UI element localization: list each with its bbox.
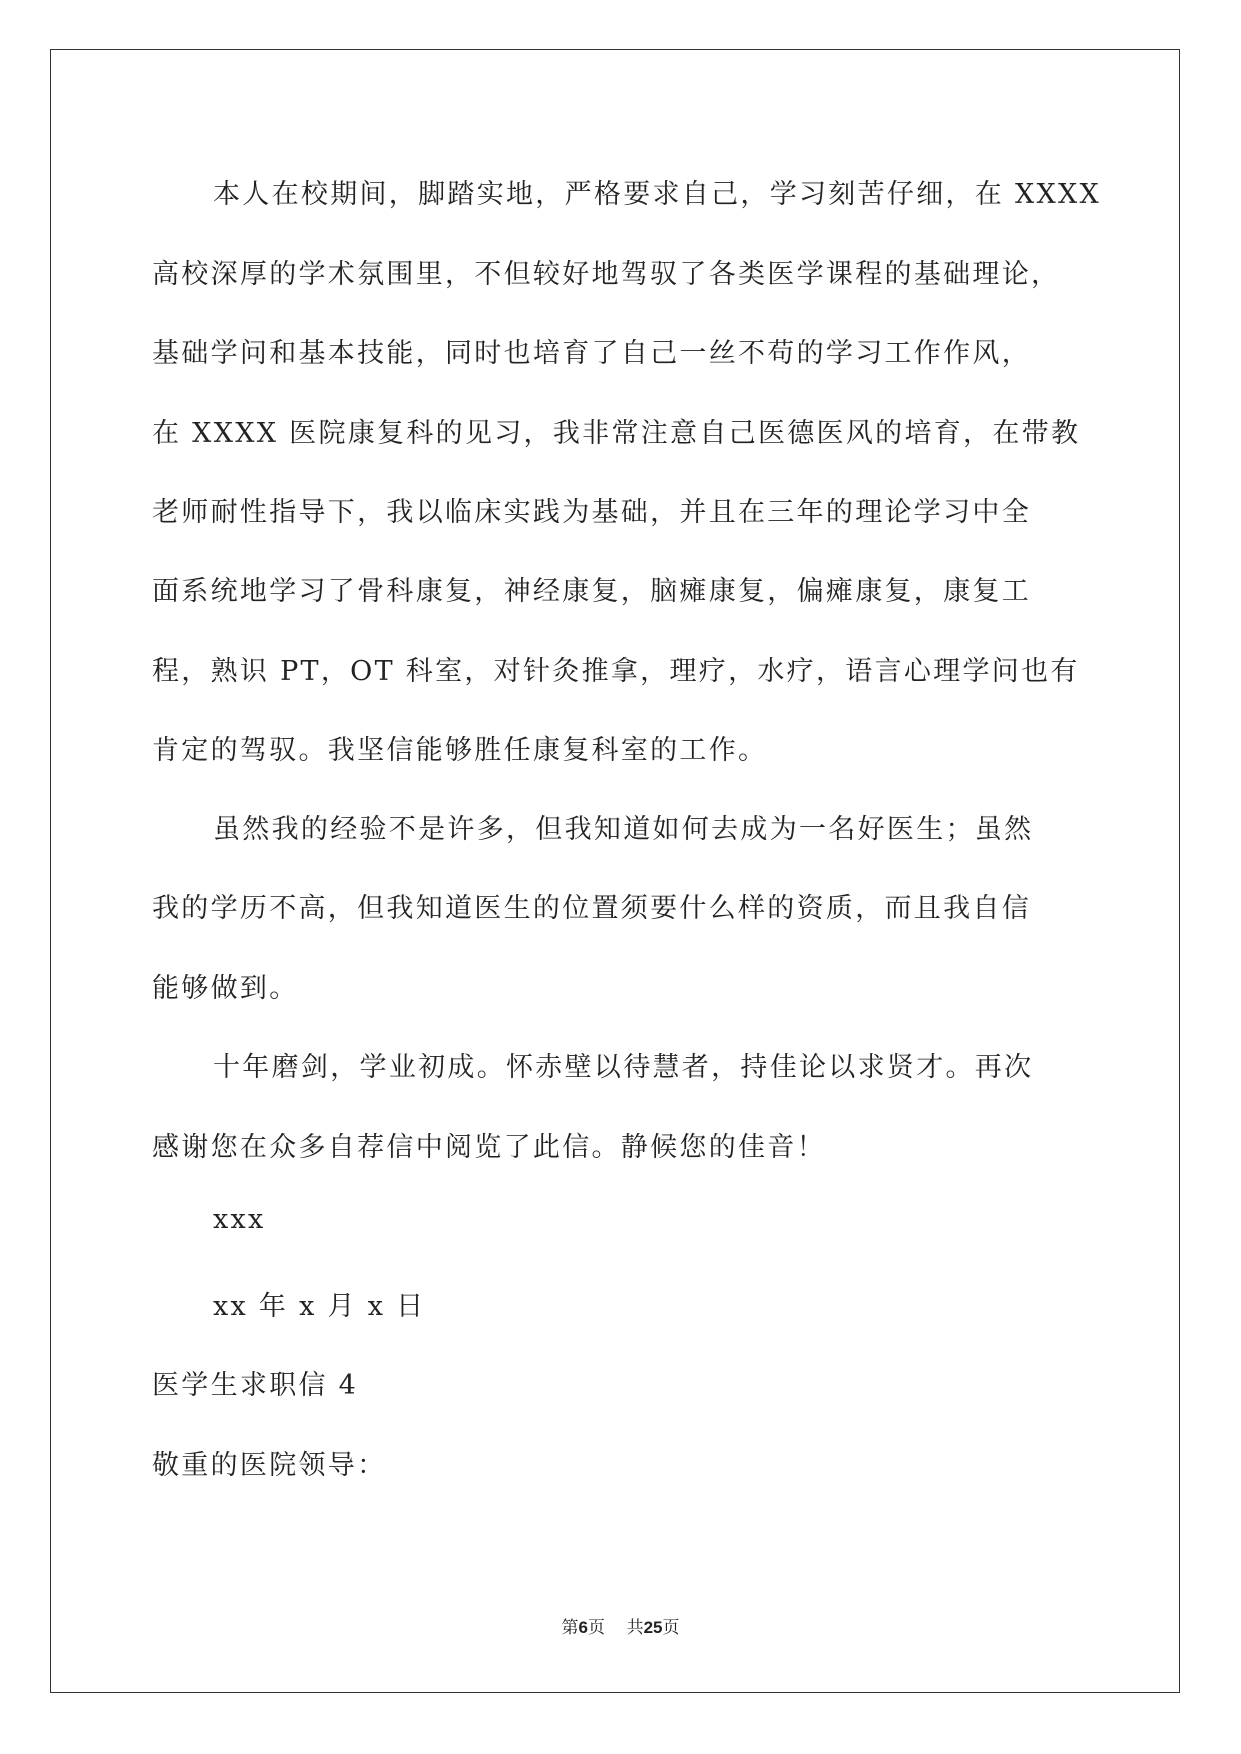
- footer-prefix: 第: [561, 1618, 579, 1638]
- paragraph-line: 面系统地学习了骨科康复，神经康复，脑瘫康复，偏瘫康复，康复工: [152, 576, 1031, 607]
- paragraph-line: 在 XXXX 医院康复科的见习，我非常注意自己医德医风的培育，在带教: [152, 418, 1081, 449]
- footer-suffix: 页: [662, 1618, 680, 1638]
- paragraph-line: 十年磨剑，学业初成。怀赤壁以待慧者，持佳论以求贤才。再次: [213, 1052, 1034, 1083]
- paragraph-line: 我的学历不高，但我知道医生的位置须要什么样的资质，而且我自信: [152, 893, 1031, 924]
- paragraph-line: 老师耐性指导下，我以临床实践为基础，并且在三年的理论学习中全: [152, 497, 1031, 528]
- footer-mid: 页 共: [587, 1618, 644, 1638]
- paragraph-line: 肯定的驾驭。我坚信能够胜任康复科室的工作。: [152, 735, 768, 766]
- signature-name: xxx: [213, 1204, 266, 1235]
- paragraph-line: 高校深厚的学术氛围里，不但较好地驾驭了各类医学课程的基础理论，: [152, 259, 1061, 290]
- page-footer: [0, 1613, 1241, 1638]
- paragraph-line: 程，熟识 PT，OT 科室，对针灸推拿，理疗，水疗，语言心理学问也有: [152, 656, 1080, 687]
- signature-date: xx 年 x 月 x 日: [213, 1291, 426, 1322]
- paragraph-line: 能够做到。: [152, 973, 299, 1004]
- footer-total-pages: 25: [643, 1618, 663, 1637]
- paragraph-line: 基础学问和基本技能，同时也培育了自己一丝不苟的学习工作作风，: [152, 338, 1031, 369]
- paragraph-line: 本人在校期间，脚踏实地，严格要求自己，学习刻苦仔细，在 XXXX: [213, 179, 1102, 210]
- section-heading: 医学生求职信 4: [152, 1370, 359, 1401]
- salutation: 敬重的医院领导：: [152, 1450, 387, 1481]
- paragraph-line: 感谢您在众多自荐信中阅览了此信。静候您的佳音！: [152, 1132, 826, 1163]
- footer-page-number: 6: [578, 1618, 588, 1637]
- paragraph-line: 虽然我的经验不是许多，但我知道如何去成为一名好医生；虽然: [213, 814, 1034, 845]
